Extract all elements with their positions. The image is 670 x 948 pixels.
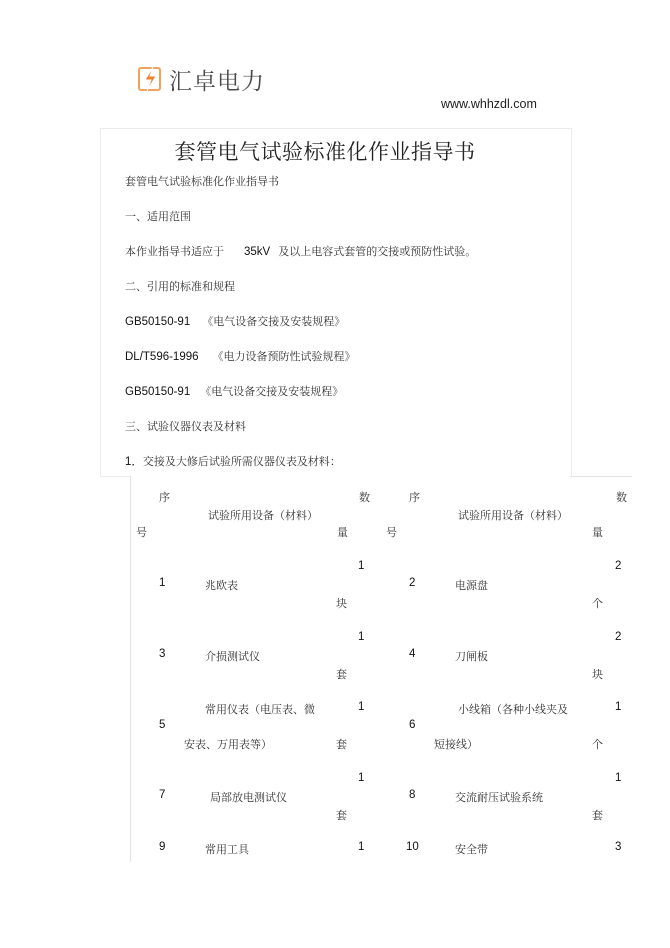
row-no: 6 — [409, 719, 416, 731]
row-no: 9 — [159, 841, 166, 853]
row-unit: 套 — [336, 738, 347, 751]
row-no: 1 — [159, 577, 166, 589]
standard-item — [125, 313, 345, 329]
instruments-subheading — [125, 453, 341, 469]
standard-item — [125, 348, 356, 364]
scope-text-before: 本作业指导书适应于 — [125, 245, 224, 258]
row-no: 7 — [159, 789, 166, 801]
row-qty: 1 — [358, 701, 365, 713]
subheading-number: 1． — [125, 456, 143, 468]
row-equipment: 局部放电测试仪 — [210, 791, 287, 804]
standard-code: GB50150-91 — [125, 316, 191, 328]
header-equipment: 试验所用设备（材料） — [208, 509, 318, 522]
standard-code: GB50150-91 — [125, 386, 191, 398]
row-unit: 块 — [592, 668, 603, 681]
row-qty: 1 — [615, 772, 622, 784]
document-subtitle: 套管电气试验标准化作业指导书 — [125, 175, 279, 188]
section-heading-standards: 二、引用的标准和规程 — [125, 280, 235, 293]
row-no: 3 — [159, 648, 166, 660]
header-qty-top: 数 — [359, 491, 370, 504]
row-equipment: 刀闸板 — [455, 650, 488, 663]
row-no: 5 — [159, 719, 166, 731]
document-title: 套管电气试验标准化作业指导书 — [174, 140, 476, 164]
brand-name: 汇卓电力 — [169, 68, 265, 95]
lightning-bolt-icon — [137, 65, 163, 93]
table-divider — [100, 476, 131, 477]
header-seq-top-2: 序 — [409, 491, 420, 504]
row-equipment: 安全带 — [455, 843, 488, 856]
standard-code: DL/T596-1996 — [125, 351, 199, 363]
row-qty: 1 — [358, 841, 365, 853]
row-unit: 套 — [592, 809, 603, 822]
header-equipment-2: 试验所用设备（材料） — [458, 509, 568, 522]
row-unit: 块 — [336, 597, 347, 610]
row-unit: 套 — [336, 668, 347, 681]
table-left-border — [130, 476, 131, 862]
subheading-text: 交接及大修后试验所需仪器仪表及材料： — [142, 455, 341, 468]
standard-name: 《电气设备交接及安装规程》 — [200, 385, 344, 398]
row-qty: 1 — [358, 631, 365, 643]
standard-name: 《电气设备交接及安装规程》 — [202, 315, 346, 328]
row-equipment-line1: 小线箱（各种小线夹及 — [458, 703, 568, 716]
row-equipment: 交流耐压试验系统 — [455, 791, 543, 804]
row-qty: 2 — [615, 560, 622, 572]
row-unit: 套 — [336, 809, 347, 822]
scope-paragraph — [125, 243, 476, 259]
standard-name: 《电力设备预防性试验规程》 — [212, 350, 356, 363]
header-qty-bottom-2: 量 — [592, 526, 603, 539]
row-no: 2 — [409, 577, 416, 589]
row-equipment-line2: 短接线） — [434, 738, 478, 751]
voltage-value: 35kV — [244, 246, 271, 258]
row-no: 10 — [406, 841, 419, 853]
row-equipment: 电源盘 — [455, 579, 488, 592]
header-seq-bottom-2: 号 — [386, 526, 397, 539]
row-unit: 个 — [592, 597, 603, 610]
row-equipment-line2: 安表、万用表等） — [184, 738, 272, 751]
row-equipment: 介损测试仪 — [205, 650, 260, 663]
standard-item — [125, 383, 343, 399]
header-qty-top-2: 数 — [616, 491, 627, 504]
scope-text-after: 及以上电容式套管的交接或预防性试验。 — [278, 245, 477, 258]
row-qty: 1 — [358, 560, 365, 572]
website-url[interactable]: www.whhzdl.com — [441, 97, 537, 111]
brand-logo — [137, 63, 265, 95]
header-qty-bottom: 量 — [337, 526, 348, 539]
row-qty: 1 — [615, 701, 622, 713]
row-equipment: 常用工具 — [205, 843, 249, 856]
section-heading-instruments: 三、试验仪器仪表及材料 — [125, 420, 246, 433]
header-seq-top: 序 — [159, 491, 170, 504]
row-qty: 3 — [615, 841, 622, 853]
row-no: 8 — [409, 789, 416, 801]
row-qty: 1 — [358, 772, 365, 784]
table-top-border — [570, 476, 632, 477]
row-qty: 2 — [615, 631, 622, 643]
row-equipment-line1: 常用仪表（电压表、微 — [205, 703, 315, 716]
header-seq-bottom: 号 — [136, 526, 147, 539]
row-no: 4 — [409, 648, 416, 660]
section-heading-scope: 一、适用范围 — [125, 210, 191, 223]
row-unit: 个 — [592, 738, 603, 751]
row-equipment: 兆欧表 — [205, 579, 238, 592]
